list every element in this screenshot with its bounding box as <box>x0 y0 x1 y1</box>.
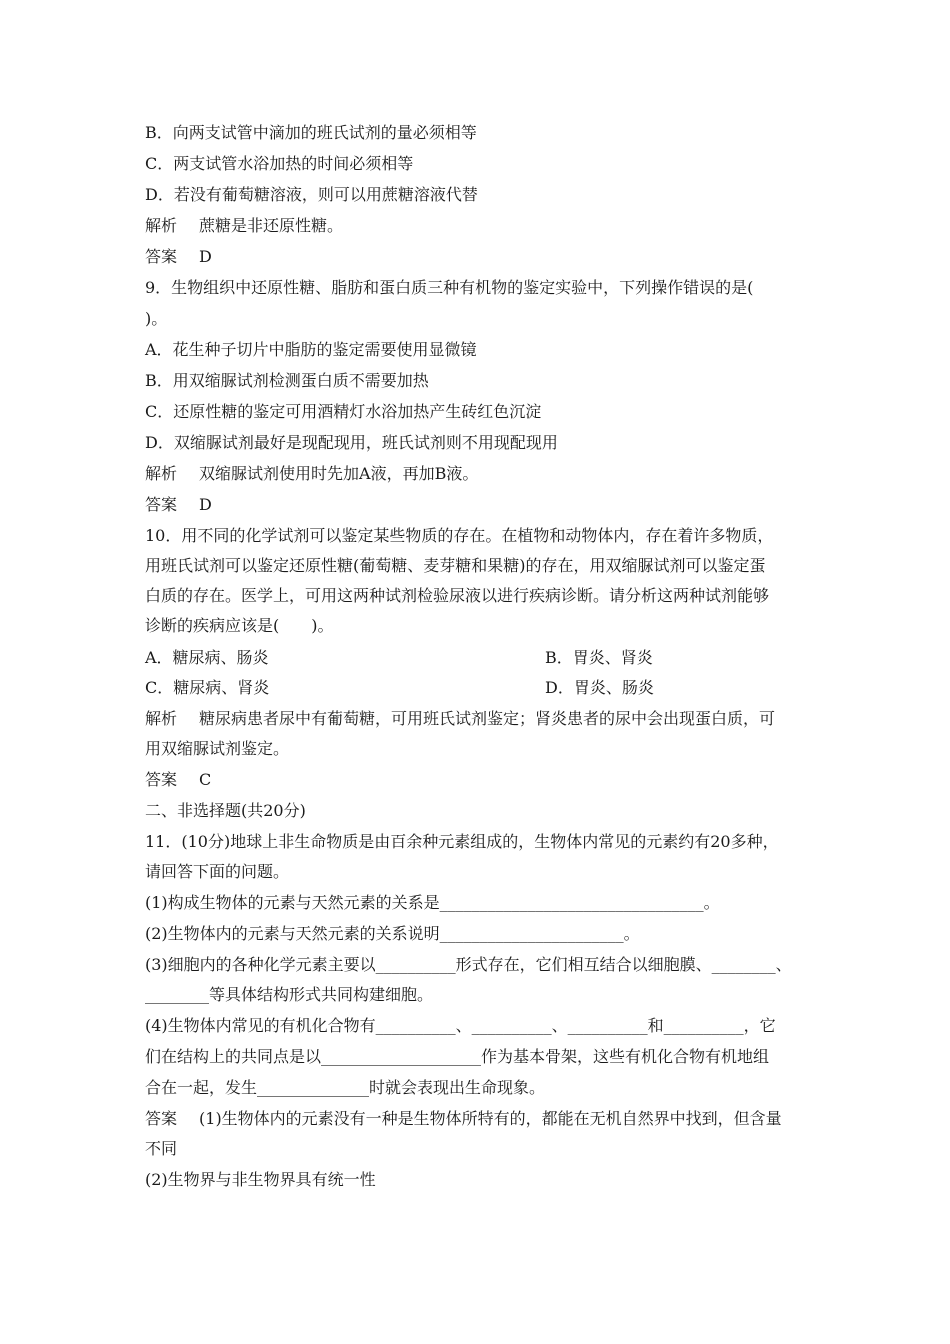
analysis-text: 双缩脲试剂使用时先加A液，再加B液。 <box>199 464 479 483</box>
q11-part-1: (1)构成生物体的元素与天然元素的关系是_________________________________。 <box>145 893 720 912</box>
q11-part-3-line-2: ________等具体结构形式共同构建细胞。 <box>145 985 434 1004</box>
q11-answer-line-3: (2)生物界与非生物界具有统一性 <box>145 1170 376 1189</box>
answer-label: 答案 <box>145 247 178 266</box>
q9-option-a: A．花生种子切片中脂肪的鉴定需要使用显微镜 <box>145 340 477 359</box>
analysis-label: 解析 <box>145 216 178 235</box>
q10-option-b: B．胃炎、肾炎 <box>545 648 653 667</box>
q11-stem-line-2: 请回答下面的问题。 <box>145 862 290 881</box>
q9-analysis <box>145 464 478 484</box>
q10-stem-line-2: 用班氏试剂可以鉴定还原性糖(葡萄糖、麦芽糖和果糖)的存在，用双缩脲试剂可以鉴定蛋 <box>145 556 766 575</box>
q11-part-4-line-1: (4)生物体内常见的有机化合物有__________、__________、__________和__________，它 <box>145 1016 776 1035</box>
q9-answer <box>145 495 212 515</box>
q10-stem-line-3: 白质的存在。医学上，可用这两种试剂检验尿液以进行疾病诊断。请分析这两种试剂能够 <box>145 586 770 605</box>
answer-label: 答案 <box>145 495 178 514</box>
analysis-label: 解析 <box>145 464 178 483</box>
q9-option-b: B．用双缩脲试剂检测蛋白质不需要加热 <box>145 371 429 390</box>
q9-option-d: D．双缩脲试剂最好是现配现用，班氏试剂则不用现配现用 <box>145 433 558 452</box>
q10-stem-line-4: 诊断的疾病应该是( )。 <box>145 616 334 635</box>
answer-label: 答案 <box>145 1109 178 1128</box>
q11-part-2: (2)生物体内的元素与天然元素的关系说明_______________________。 <box>145 924 640 943</box>
section-heading: 二、非选择题(共20分) <box>145 801 306 820</box>
analysis-label: 解析 <box>145 709 178 728</box>
q8-analysis <box>145 216 343 236</box>
q8-option-b: B．向两支试管中滴加的班氏试剂的量必须相等 <box>145 123 477 142</box>
q10-analysis-line-1 <box>145 709 775 729</box>
answer-label: 答案 <box>145 770 178 789</box>
q11-part-4-line-2: 们在结构上的共同点是以____________________作为基本骨架，这些有机化合物有机地组 <box>145 1047 770 1066</box>
q10-answer <box>145 770 211 790</box>
q11-answer-line-1 <box>145 1109 782 1129</box>
q9-stem-line-2: )。 <box>145 309 168 328</box>
q9-stem-line-1: 9．生物组织中还原性糖、脂肪和蛋白质三种有机物的鉴定实验中，下列操作错误的是( <box>145 278 754 297</box>
analysis-text: 糖尿病患者尿中有葡萄糖，可用班氏试剂鉴定；肾炎患者的尿中会出现蛋白质，可 <box>199 709 776 728</box>
q10-option-d: D．胃炎、肠炎 <box>545 678 654 697</box>
q11-stem-line-1: 11．(10分)地球上非生命物质是由百余种元素组成的，生物体内常见的元素约有20多种， <box>145 832 779 851</box>
answer-text: D <box>199 247 212 266</box>
q11-part-4-line-3: 合在一起，发生______________时就会表现出生命现象。 <box>145 1078 546 1097</box>
q8-option-c: C．两支试管水浴加热的时间必须相等 <box>145 154 414 173</box>
q11-part-3-line-1: (3)细胞内的各种化学元素主要以__________形式存在，它们相互结合以细胞膜、________、 <box>145 955 792 974</box>
q10-stem-line-1: 10．用不同的化学试剂可以鉴定某些物质的存在。在植物和动物体内，存在着许多物质， <box>145 526 774 545</box>
answer-text: C <box>199 770 212 789</box>
q8-option-d: D．若没有葡萄糖溶液，则可以用蔗糖溶液代替 <box>145 185 478 204</box>
analysis-text: 蔗糖是非还原性糖。 <box>199 216 344 235</box>
q9-option-c: C．还原性糖的鉴定可用酒精灯水浴加热产生砖红色沉淀 <box>145 402 542 421</box>
q11-answer-line-2: 不同 <box>145 1139 178 1158</box>
q8-answer <box>145 247 212 267</box>
q10-option-c: C．糖尿病、肾炎 <box>145 678 270 697</box>
q10-analysis-line-2: 用双缩脲试剂鉴定。 <box>145 739 290 758</box>
answer-text: D <box>199 495 212 514</box>
answer-text: (1)生物体内的元素没有一种是生物体所特有的，都能在无机自然界中找到，但含量 <box>199 1109 782 1128</box>
q10-option-a: A．糖尿病、肠炎 <box>145 648 269 667</box>
